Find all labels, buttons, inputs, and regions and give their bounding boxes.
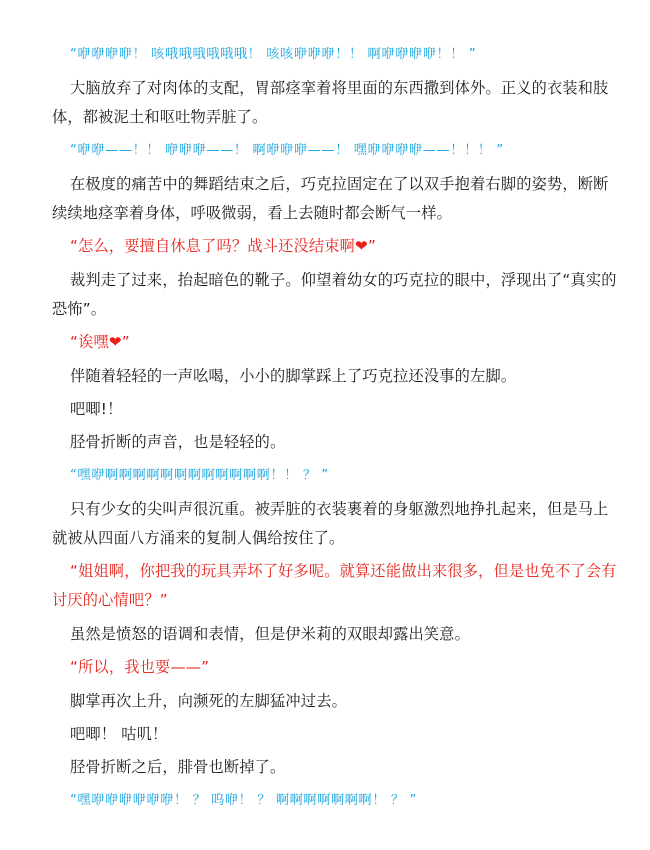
narration-paragraph-1: 大脑放弃了对肉体的支配，胃部痉挛着将里面的东西撒到体外。正义的衣装和肢体，都被泥土和呕吐物弄脏了。 — [52, 79, 609, 126]
narration-paragraph-9: 胫骨折断之后，腓骨也断掉了。 — [70, 758, 286, 776]
narration-paragraph-5: 胫骨折断的声音，也是轻轻的。 — [70, 433, 286, 451]
narration-paragraph-7: 虽然是愤怒的语调和表情，但是伊米莉的双眼却露出笑意。 — [70, 625, 471, 643]
narration-paragraph-3: 裁判走了过来，抬起暗色的靴子。仰望着幼女的巧克拉的眼中，浮现出了“真实的恐怖”。 — [52, 271, 617, 318]
document-body — [52, 40, 622, 815]
dialogue-line-2: “咿咿——！！ 咿咿咿——！ 啊咿咿咿——！ 嘿咿咿咿咿——！！！ ” — [70, 143, 504, 158]
dialogue-line-6: “姐姐啊，你把我的玩具弄坏了好多呢。就算还能做出来很多，但是也免不了会有讨厌的心情吧？” — [52, 562, 617, 609]
dialogue-line-5: “嘿咿啊啊啊啊啊啊啊啊啊啊啊啊！！ ？ ” — [70, 468, 329, 483]
dialogue-line-7: “所以，我也要——” — [70, 658, 210, 676]
narration-paragraph-2: 在极度的痛苦中的舞蹈结束之后，巧克拉固定在了以双手抱着右脚的姿势，断断续续地痉挛着身体，呼吸微弱，看上去随时都会断气一样。 — [52, 175, 609, 222]
narration-paragraph-8: 脚掌再次上升，向濒死的左脚猛冲过去。 — [70, 692, 347, 710]
narration-paragraph-4: 伴随着轻轻的一声吆喝，小小的脚掌踩上了巧克拉还没事的左脚。 — [70, 367, 517, 385]
dialogue-line-3: “怎么，要擅自休息了吗？战斗还没结束啊❤” — [70, 237, 377, 255]
dialogue-line-8: “嘿咿咿咿咿咿咿！ ？ 呜咿！ ？ 啊啊啊啊啊啊啊！ ？ ” — [70, 793, 417, 808]
dialogue-line-4: “诶嘿❤” — [70, 333, 130, 351]
sound-effect-2: 吧唧！ 咕叽！ — [70, 725, 168, 743]
sound-effect-1: 吧唧!！ — [70, 400, 123, 418]
dialogue-line-1: “咿咿咿咿！ 咳哦哦哦哦哦哦！ 咳咳咿咿咿！！ 啊咿咿咿咿！！ ” — [70, 47, 477, 62]
narration-paragraph-6: 只有少女的尖叫声很沉重。被弄脏的衣装裹着的身躯激烈地挣扎起来，但是马上就被从四面八方涌来的复制人偶给按住了。 — [52, 500, 609, 547]
